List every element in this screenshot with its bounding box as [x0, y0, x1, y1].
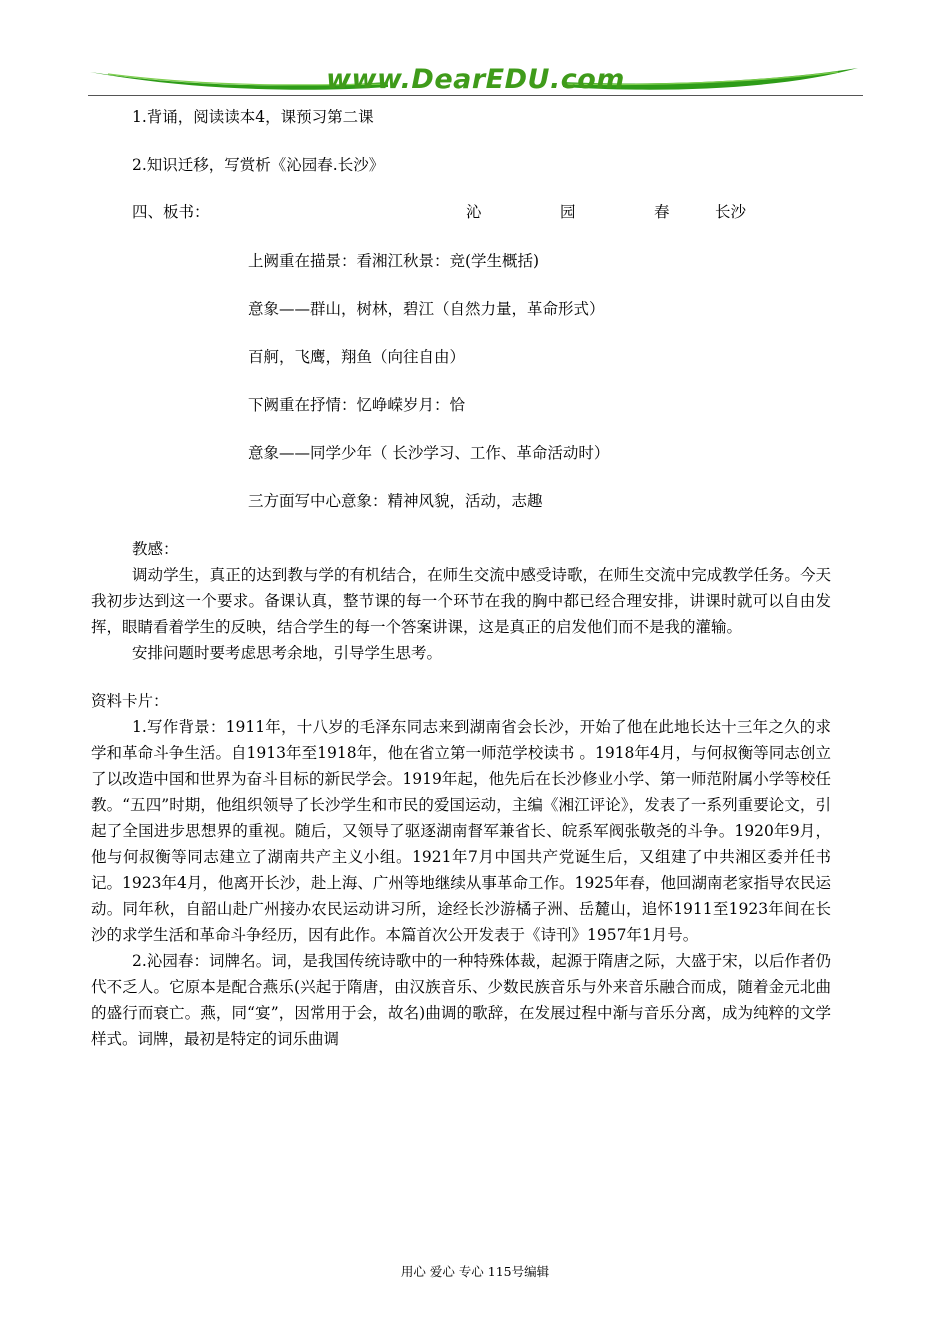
reflection-paragraph-2: 安排问题时要考虑思考余地，引导学生思考。: [132, 644, 443, 662]
board-line-3: 百舸，飞鹰，翔鱼（向往自由）: [248, 348, 466, 366]
resource-paragraph-background: 1.写作背景：1911年，十八岁的毛泽东同志来到湖南省会长沙，开始了他在此地长达十三年之久的求学和革命斗争生活。自1913年至1918年，他在省立第一师范学校读书 。1918年4月，与何叔衡等同志创立了以改造中国和世界为奋斗目标的新民学会。1919年起，他先后在长沙修业小学、第一师范附属小学等校任教。“五四”时期，他组织领导了长沙学生和市民的爱国运动，主编《湘江评论》，发表了一系列重要论文，引起了全国进步思想界的重视。随后，又领导了驱逐湖南督军兼省长、皖系军阀张敬尧的斗争。1920年9月，他与何叔衡等同志建立了湖南共产主义小组。1921年7月中国共产党诞生后，又组建了中共湘区委并任书记。1923年4月，他离开长沙，赴上海、广州等地继续从事革命工作。1925年春，他回湖南老家指导农民运动。同年秋，自韶山赴广州接办农民运动讲习所，途经长沙游橘子洲、岳麓山，追怀1911至1923年间在长沙的求学生活和革命斗争经历，因有此作。本篇首次公开发表于《诗刊》1957年1月号。: [91, 718, 831, 944]
board-line-1: 上阙重在描景：看湘江秋景：竞(学生概括): [248, 252, 540, 270]
header-divider: [88, 95, 863, 96]
title-char-1: 沁: [466, 203, 482, 221]
board-heading-row: [91, 200, 831, 226]
homework-item-2: 2.知识迁移，写赏析《沁园春.长沙》: [132, 156, 385, 174]
title-char-2: 园: [560, 203, 576, 221]
document-body: [91, 100, 831, 1052]
resource-card-label: 资料卡片：: [91, 692, 169, 710]
board-line-5: 意象——同学少年（ 长沙学习、工作、革命活动时）: [248, 444, 610, 462]
board-line-6: 三方面写中心意象：精神风貌，活动，志趣: [248, 492, 543, 510]
reflection-paragraph-1: 调动学生，真正的达到教与学的有机结合，在师生交流中感受诗歌，在师生交流中完成教学任务。今天我初步达到这一个要求。备课认真，整节课的每一个环节在我的胸中都已经合理安排，讲课时就可以自由发挥，眼睛看着学生的反映，结合学生的每一个答案讲课，这是真正的启发他们而不是我的灌输。: [91, 566, 831, 636]
board-label: 四、板书：: [132, 203, 210, 221]
reflection-label: 教感：: [132, 540, 179, 558]
title-char-3: 春: [654, 203, 670, 221]
resource-paragraph-cipai: 2.沁园春：词牌名。词，是我国传统诗歌中的一种特殊体裁，起源于隋唐之际，大盛于宋，以后作者仍代不乏人。它原本是配合燕乐(兴起于隋唐，由汉族音乐、少数民族音乐与外来音乐融合而成，随着金元北曲的盛行而衰亡。燕，同“宴”，因常用于会，故名)曲调的歌辞，在发展过程中渐与音乐分离，成为纯粹的文学样式。词牌，最初是特定的词乐曲调: [91, 952, 831, 1048]
board-line-2: 意象——群山，树林，碧江（自然力量，革命形式）: [248, 300, 605, 318]
site-logo-text: www.DearEDU.com: [326, 64, 625, 95]
page-footer: 用心 爱心 专心 115号编辑: [400, 1264, 550, 1279]
board-line-4: 下阙重在抒情：忆峥嵘岁月：恰: [248, 396, 466, 414]
homework-item-1: 1.背诵，阅读读本4，课预习第二课: [132, 108, 374, 126]
title-char-4: 长沙: [715, 203, 747, 221]
site-header-banner: [88, 60, 863, 96]
